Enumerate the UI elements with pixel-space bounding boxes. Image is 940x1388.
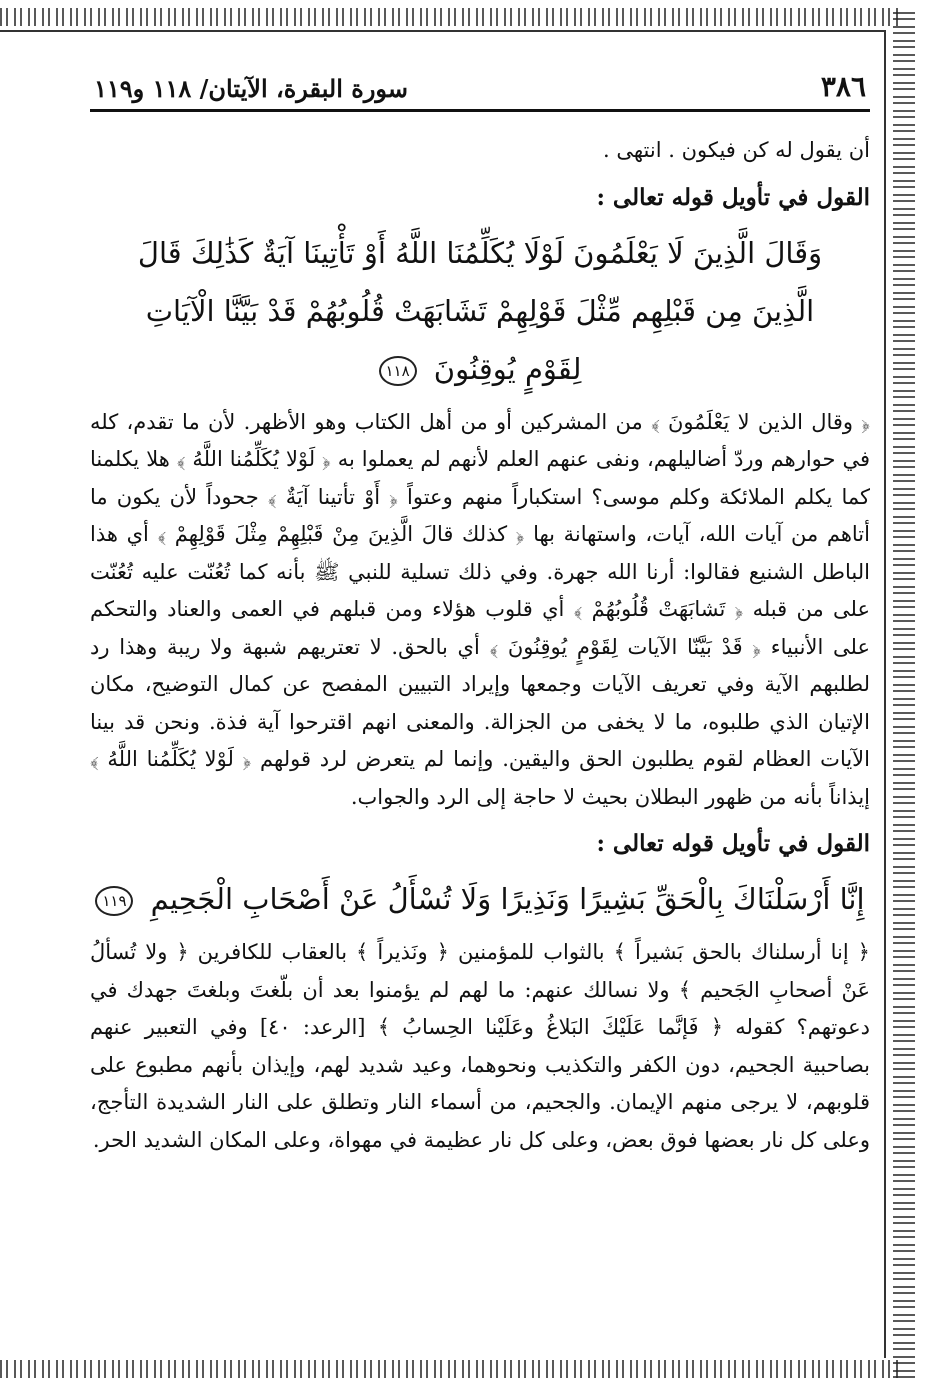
decorative-border-top — [0, 8, 900, 26]
decorative-rule-right — [884, 30, 886, 1358]
verse-line-last — [90, 870, 870, 928]
book-page — [90, 70, 870, 1159]
intro-line: أن يقول له كن فيكون . انتهى . — [603, 138, 870, 162]
ayah-number-marker: ١١٩ — [95, 886, 133, 916]
verse-line-text: إِنَّا أَرْسَلْنَاكَ بِالْحَقِّ بَشِيرًا وَنَذِيرًا وَلَا تُسْأَلُ عَنْ أَصْحَابِ الْجَحِيمِ — [150, 882, 865, 916]
decorative-border-right — [893, 8, 915, 1378]
verse-line-last — [90, 340, 870, 398]
page-header — [90, 70, 870, 112]
running-title: سورة البقرة، الآيتان/ ١١٨ و١١٩ — [94, 74, 408, 103]
commentary-119: ﴿ إنا أرسلناك بالحق بَشيراً ﴾ بالثواب للمؤمنين ﴿ ونَذيراً ﴾ بالعقاب للكافرين ﴿ ولا تُسألُ عَنْ أصحابِ الجَحيم ﴾ ولا نسالك عنهم: ما لهم لم يؤمنوا بعد أن بلّغتَ وبلغتَ جهدك في دعوتهم؟ كقوله ﴿ فَإنَّما عَلَيْكَ البَلاغُ وعَلَيْنا الحِسابُ ﴾ [الرعد: ٤٠] وفي التعبير عنهم بصاحبية الجحيم، دون الكفر والتكذيب ونحوهما، وعيد شديد لهم، وإيذان بأنهم مطبوع على قلوبهم، لا يرجى منهم الإيمان. والجحيم، من أسماء النار وتطلق على النار الشديدة التأجج، وعلى كل نار بعضها فوق بعض، وعلى كل نار عظيمة في مهواة، وعلى المكان الشديد الحر. — [90, 940, 870, 1152]
page-number: ٣٨٦ — [820, 70, 866, 103]
verse-line: الَّذِينَ مِن قَبْلِهِم مِّثْلَ قَوْلِهِمْ تَشَابَهَتْ قُلُوبُهُمْ قَدْ بَيَّنَّا الْآيَاتِ — [145, 293, 815, 328]
ayah-number-marker: ١١٨ — [379, 356, 417, 386]
quran-verse-118 — [90, 224, 870, 398]
verse-line: وَقَالَ الَّذِينَ لَا يَعْلَمُونَ لَوْلَا يُكَلِّمُنَا اللَّهُ أَوْ تَأْتِينَا آيَةٌ كَذَٰلِكَ قَالَ — [137, 235, 823, 270]
verse-line-text: لِقَوْمٍ يُوقِنُونَ — [433, 351, 582, 386]
decorative-rule-top — [0, 30, 886, 32]
section-heading-118: القول في تأويل قوله تعالى : — [596, 183, 870, 211]
quran-verse-119 — [90, 870, 870, 928]
commentary-118: ﴿ وقال الذين لا يَعْلَمُونَ ﴾ من المشركين أو من أهل الكتاب وهو الأظهر. لأن ما تقدم، كله في حوارهم وردّ أضاليلهم، ونفى عنهم العلم لأنهم لم يعملوا به ﴿ لَوْلا يُكَلِّمُنا اللَّهُ ﴾ هلا يكلمنا كما يكلم الملائكة وكلم موسى؟ استكباراً منهم وعتواً ﴿ أَوْ تأتينا آيَةٌ ﴾ جحوداً لأن يكون ما أتاهم من آيات الله، آيات، واستهانة بها ﴿ كذلك قالَ الَّذِينَ مِنْ قَبْلِهِمْ مِثْلَ قَوْلِهِمْ ﴾ أي هذا الباطل الشنيع فقالوا: أرنا الله جهرة. وفي ذلك تسلية للنبي ﷺ بأنه كما تُعُنّت عليه تُعُنّت على من قبله ﴿ تَشابَهَتْ قُلُوبُهُمْ ﴾ أي قلوب هؤلاء ومن قبلهم في العمى والعناد والتحكم على الأنبياء ﴿ قَدْ بَيَّنّا الآيات لِقَوْمٍ يُوقِنُونَ ﴾ أي بالحق. لا تعتريهم شبهة ولا ريبة وهذا رد لطلبهم الآية وفي تعريف الآيات وجمعها وإيراد التبيين المفصح عن كمال التوضيح، مكان الإتيان الذي طلبوه، ما لا يخفى من الجزالة. والمعنى انهم اقترحوا آية فذة. ونحن قد بينا الآيات العظام لقوم يطلبون الحق واليقين. وإنما لم يتعرض لرد قولهم ﴿ لَوْلا يُكَلِّمُنا اللَّهُ ﴾ إيذاناً بأنه من ظهور البطلان بحيث لا حاجة إلى الرد والجواب. — [90, 409, 870, 809]
section-heading-119: القول في تأويل قوله تعالى : — [596, 830, 870, 857]
decorative-border-bottom — [0, 1360, 900, 1378]
